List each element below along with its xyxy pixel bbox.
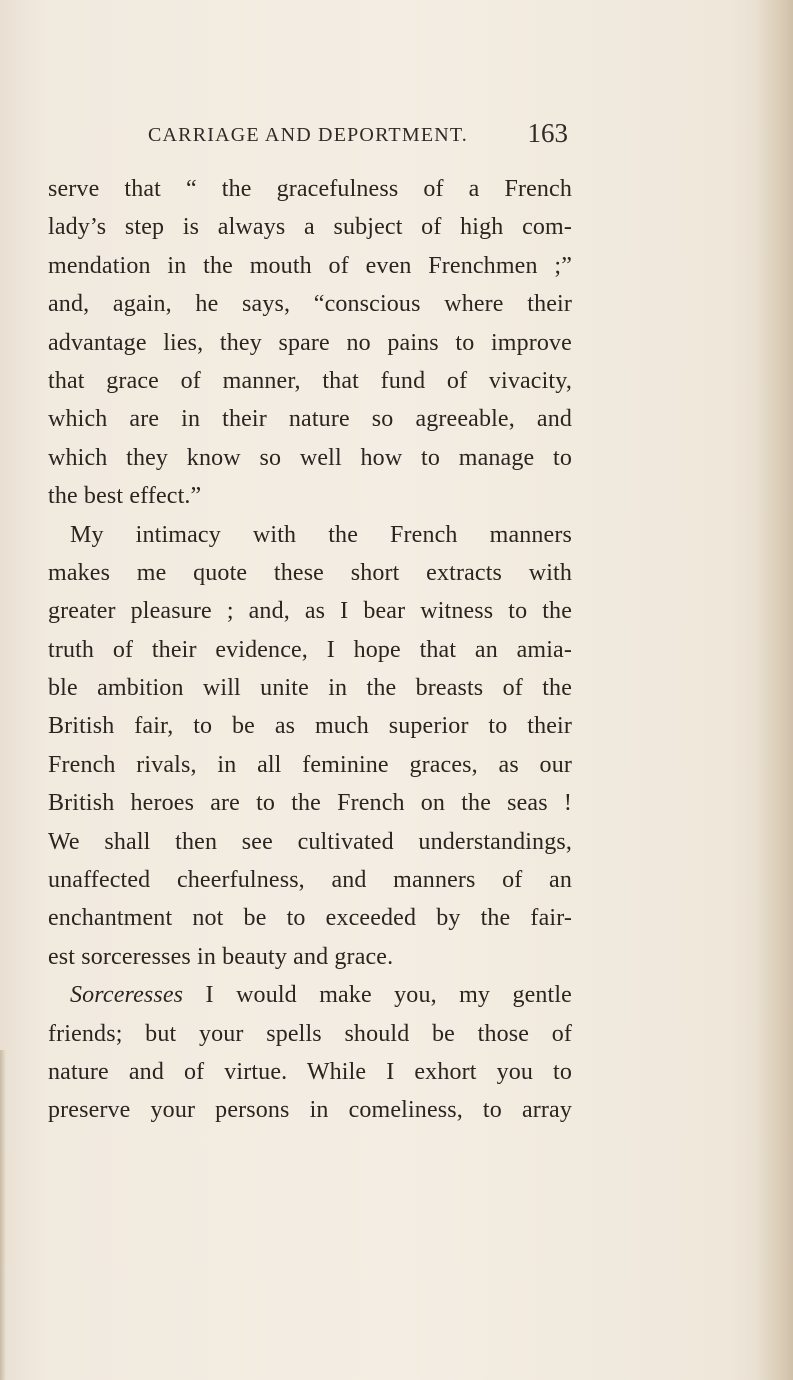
text-line: truth of their evidence, I hope that an amia- <box>48 636 572 663</box>
text-line: We shall then see cultivated understandings, <box>48 828 572 855</box>
text-line: which they know so well how to manage to <box>48 444 572 471</box>
running-head: CARRIAGE AND DEPORTMENT. <box>148 124 469 146</box>
text-line: lady’s step is always a subject of high com- <box>48 214 572 241</box>
text-line: British heroes are to the French on the seas ! <box>48 790 572 817</box>
text-line: friends; but your spells should be those of <box>48 1020 572 1047</box>
text-line: advantage lies, they spare no pains to improve <box>48 329 572 356</box>
text-line: serve that “ the gracefulness of a French <box>48 176 572 202</box>
text-line: French rivals, in all feminine graces, as our <box>48 751 572 778</box>
text-line: enchantment not be to exceeded by the fair- <box>48 905 572 932</box>
text-line: which are in their nature so agreeable, and <box>48 406 572 433</box>
text-line: unaffected cheerfulness, and manners of an <box>48 867 572 894</box>
text-line: ble ambition will unite in the breasts of the <box>48 675 572 702</box>
text-line: the best effect.” <box>48 483 202 510</box>
text-line: and, again, he says, “conscious where their <box>48 291 572 318</box>
page-edge-shadow <box>757 0 793 1380</box>
text-line: My intimacy with the French manners <box>70 521 572 548</box>
text-line: greater pleasure ; and, as I bear witness to the <box>48 598 572 625</box>
text-line: that grace of manner, that fund of vivacity, <box>48 367 572 394</box>
text-line: nature and of virtue. While I exhort you to <box>48 1058 572 1085</box>
page-header <box>148 118 578 154</box>
body-text <box>48 170 572 1130</box>
text-line: makes me quote these short extracts with <box>48 559 572 586</box>
text-line: mendation in the mouth of even Frenchmen ;” <box>48 252 572 279</box>
page-number: 163 <box>527 118 568 148</box>
text-fragment: I would make you, my gentle <box>183 982 572 1009</box>
text-line: preserve your persons in comeliness, to array <box>48 1097 572 1124</box>
text-line: est sorceresses in beauty and grace. <box>48 943 394 970</box>
italic-term: Sorceresses <box>70 982 184 1009</box>
text-line: British fair, to be as much superior to their <box>48 713 572 740</box>
text-line <box>48 976 572 1014</box>
binding-edge <box>0 1050 6 1380</box>
